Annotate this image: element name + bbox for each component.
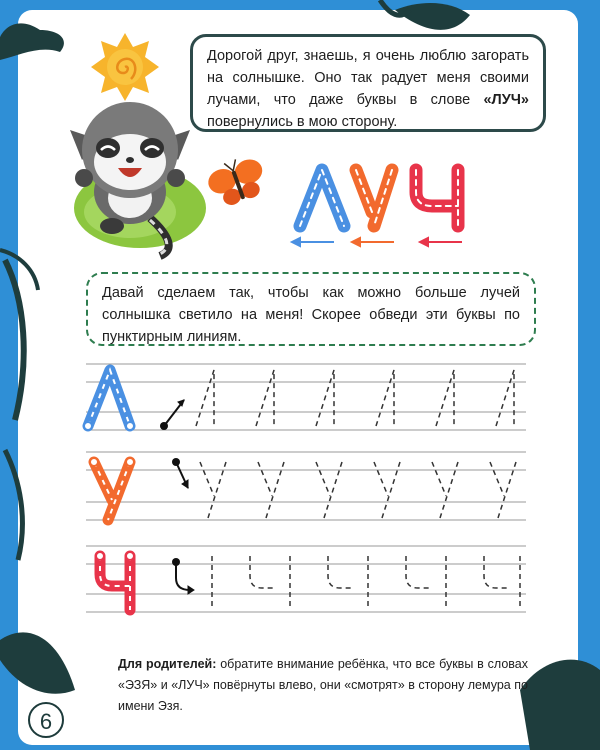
- tracing-row-u: [90, 458, 516, 520]
- tracing-row-ch: [96, 552, 520, 610]
- page-number: 6: [28, 702, 64, 738]
- tracing-row-l: [84, 370, 514, 430]
- parents-note: [118, 654, 528, 717]
- intro-text: Дорогой друг, знаешь, я очень люблю загорать на солнышке. Оно так радует меня своими лучами, что даже буквы в слове: [207, 48, 529, 108]
- parents-label: Для родителей:: [118, 657, 217, 671]
- parents-text: обратите внимание ребёнка, что все буквы в словах «ЭЗЯ» и «ЛУЧ» повёрнуты влево, они «смотрят» в сторону лемура по имени Эзя.: [118, 657, 528, 713]
- task-text: Давай сделаем так, чтобы как можно больше лучей солнышка светило на меня! Скорее обведи эти буквы по пунктирным линиям.: [102, 285, 520, 345]
- intro-text-end: повернулись в мою сторону.: [207, 114, 398, 130]
- intro-word: «ЛУЧ»: [483, 92, 529, 108]
